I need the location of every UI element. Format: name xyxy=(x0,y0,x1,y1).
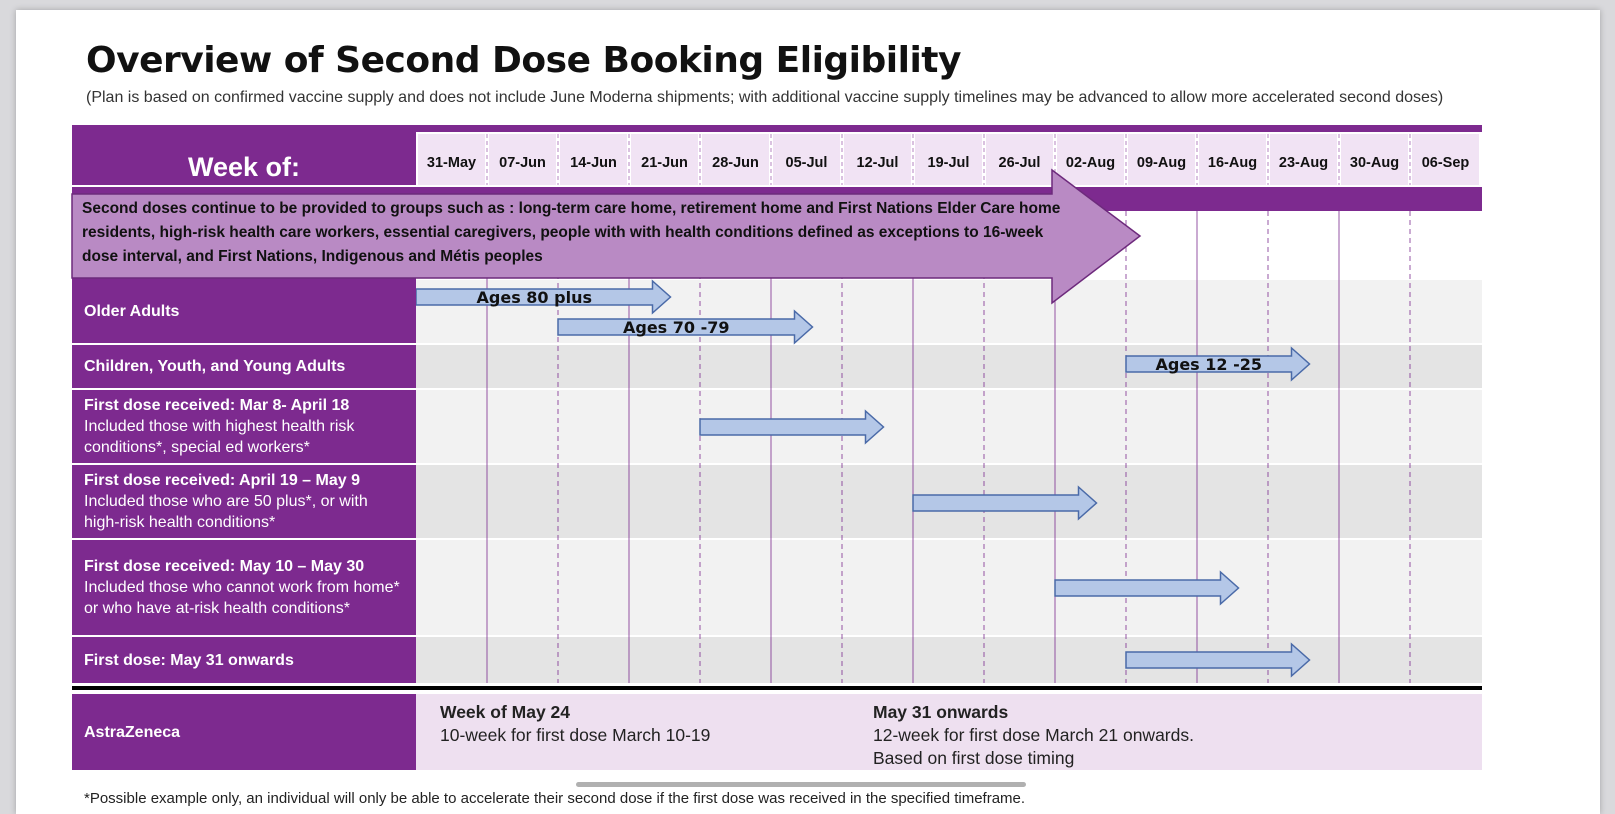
row-title: First dose: May 31 onwards xyxy=(84,651,294,669)
az-left-heading: Week of May 24 xyxy=(440,702,571,722)
row-header-astrazeneca xyxy=(72,694,416,770)
bar-label: Ages 80 plus xyxy=(476,288,592,307)
astrazeneca-may31-onwards xyxy=(873,701,1194,770)
page-subtitle: (Plan is based on confirmed vaccine supply and does not include June Moderna shipments; with additional vaccine supply timelines may be advanced to allow more accelerated second doses) xyxy=(86,89,1444,106)
week-tick-label: 26-Jul xyxy=(998,155,1041,171)
az-right-text-2: Based on first dose timing xyxy=(873,748,1075,768)
week-tick-label: 30-Aug xyxy=(1349,155,1400,171)
banner-text: Second doses continue to be provided to groups such as : long-term care home, retirement home and First Nations Elder Care home residents, high-risk health care workers, essential caregivers, people with with health conditions defined as exceptions to 16-week dose interval, and First Nations, Indigenous and Métis peoples xyxy=(82,200,1061,265)
week-tick-label: 19-Jul xyxy=(927,155,970,171)
row-title: AstraZeneca xyxy=(84,723,181,741)
row-header-first-dose-may10 xyxy=(72,540,416,635)
bar-label: Ages 70 -79 xyxy=(622,318,730,337)
row-header-first-dose-may31 xyxy=(72,637,416,683)
az-left-text: 10-week for first dose March 10-19 xyxy=(440,725,711,745)
footnote: *Possible example only, an individual will only be able to accelerate their second dose if the first dose was received in the specified timeframe. xyxy=(84,790,1026,807)
row-title: Older Adults xyxy=(84,303,180,320)
row-title: Children, Youth, and Young Adults xyxy=(84,358,346,375)
row-header-older-adults xyxy=(72,280,416,343)
astrazeneca-week-may24 xyxy=(440,701,710,747)
week-tick-label: 31-May xyxy=(426,155,477,171)
row-band-4 xyxy=(416,540,1482,635)
row-band-1 xyxy=(416,345,1482,388)
week-tick-label: 14-Jun xyxy=(570,155,617,171)
week-of-label: Week of: xyxy=(187,152,301,182)
week-tick-label: 09-Aug xyxy=(1136,155,1187,171)
slide xyxy=(16,10,1600,814)
row-band-5 xyxy=(416,637,1482,683)
week-tick-label: 07-Jun xyxy=(499,155,546,171)
week-tick-label: 23-Aug xyxy=(1278,155,1329,171)
astrazeneca-divider xyxy=(72,686,1482,690)
row-title: First dose received: April 19 – May 9 xyxy=(84,472,360,489)
row-title: First dose received: Mar 8- April 18 xyxy=(84,397,350,414)
week-tick-label: 12-Jul xyxy=(856,155,899,171)
week-tick-label: 02-Aug xyxy=(1065,155,1116,171)
bar-label: Ages 12 -25 xyxy=(1155,355,1263,374)
row-description: Included those who are 50 plus*, or with high-risk health conditions* xyxy=(84,493,368,531)
row-header-first-dose-apr19 xyxy=(72,465,416,538)
week-tick-label: 28-Jun xyxy=(712,155,759,171)
row-band-2 xyxy=(416,390,1482,463)
week-tick-label: 06-Sep xyxy=(1421,155,1470,171)
week-tick-label: 16-Aug xyxy=(1207,155,1258,171)
row-description: Included those who cannot work from home* or who have at-risk health conditions* xyxy=(84,579,400,617)
row-header-first-dose-mar8 xyxy=(72,390,416,463)
page-title: Overview of Second Dose Booking Eligibility xyxy=(86,40,961,81)
row-description: Included those with highest health risk conditions*, special ed workers* xyxy=(84,418,355,456)
az-right-text-1: 12-week for first dose March 21 onwards. xyxy=(873,725,1194,745)
row-header-children-youth xyxy=(72,345,416,388)
horizontal-scrollbar[interactable] xyxy=(576,782,1026,787)
az-right-heading: May 31 onwards xyxy=(873,702,1009,722)
week-tick-label: 05-Jul xyxy=(785,155,828,171)
week-tick-label: 21-Jun xyxy=(641,155,688,171)
row-title: First dose received: May 10 – May 30 xyxy=(84,558,365,575)
